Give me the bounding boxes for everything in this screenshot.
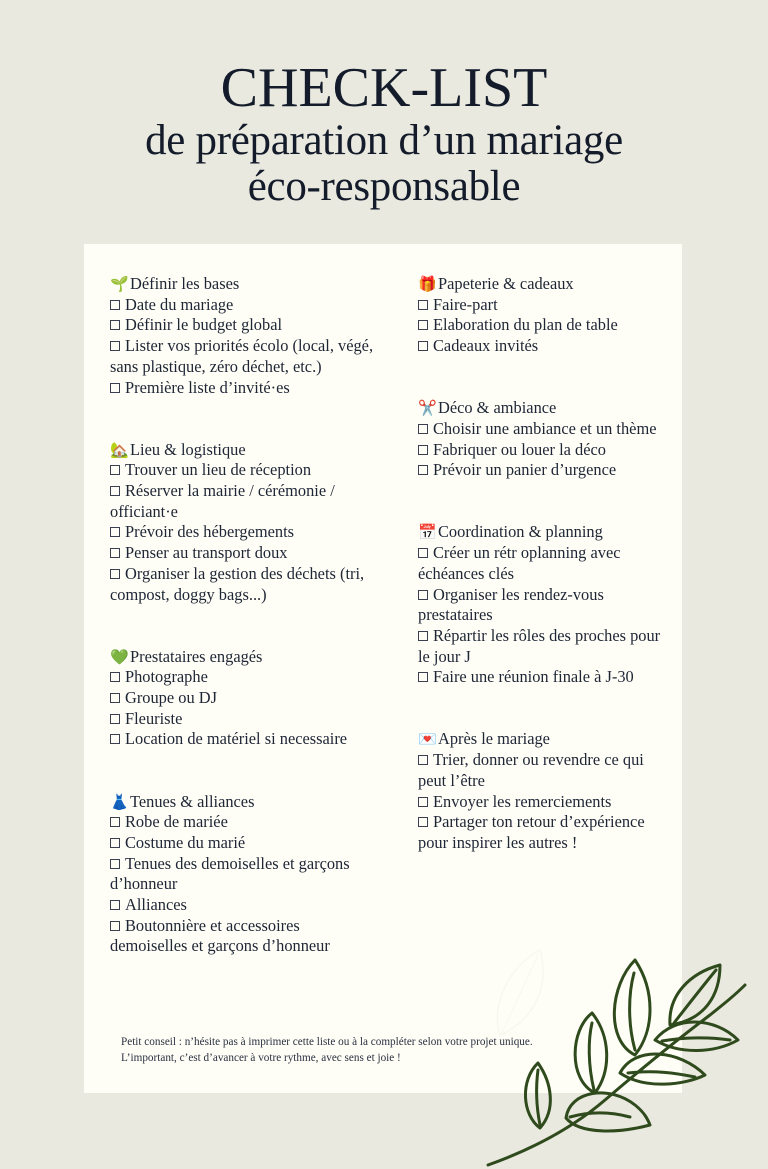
checklist-item[interactable]: Prévoir un panier d’urgence (418, 460, 668, 481)
checkbox[interactable] (110, 859, 120, 869)
section-lieu-logistique (110, 440, 380, 606)
page-subtitle-line2: éco-responsable (247, 163, 521, 210)
checkbox[interactable] (110, 672, 120, 682)
checklist-item[interactable]: Costume du marié (110, 833, 380, 854)
checkbox[interactable] (418, 341, 428, 351)
checklist-item[interactable]: Créer un rétr oplanning avec échéances clés (418, 543, 621, 583)
checkbox[interactable] (418, 548, 428, 558)
house-garden-icon: 🏡 (110, 440, 129, 459)
checkbox[interactable] (418, 445, 428, 455)
checklist-item[interactable]: Alliances (110, 895, 380, 916)
seedling-icon: 🌱 (110, 275, 129, 293)
checklist-column-right (418, 274, 668, 895)
section-heading: 🎁Papeterie & cadeaux (418, 274, 574, 293)
section-deco-ambiance (418, 398, 668, 481)
section-prestataires-engages (110, 647, 380, 751)
checkbox[interactable] (418, 672, 428, 682)
section-heading: 🏡Lieu & logistique (110, 439, 246, 459)
checklist-item[interactable]: Organiser la gestion des déchets (tri, compost, doggy bags...) (110, 563, 365, 604)
checkbox[interactable] (110, 838, 120, 848)
gift-icon: 🎁 (418, 275, 437, 293)
checklist-item[interactable]: Réserver la mairie / cérémonie / officiant·e (110, 481, 335, 521)
checkbox[interactable] (110, 383, 120, 393)
checkbox[interactable] (110, 527, 120, 537)
checkbox[interactable] (418, 817, 428, 827)
checkbox[interactable] (110, 341, 120, 351)
checklist-item[interactable]: Faire une réunion finale à J-30 (418, 667, 668, 688)
section-definir-les-bases (110, 274, 380, 398)
checkbox[interactable] (110, 693, 120, 703)
checkbox[interactable] (418, 424, 428, 434)
checkbox[interactable] (418, 320, 428, 330)
checkbox[interactable] (110, 921, 120, 931)
section-heading: 💌Après le mariage (418, 729, 550, 749)
checklist-item[interactable]: Fleuriste (110, 709, 380, 730)
calendar-icon: 📅 (418, 523, 437, 542)
section-heading: 📅Coordination & planning (418, 522, 603, 542)
green-heart-icon: 💚 (110, 647, 129, 666)
checkbox[interactable] (418, 590, 428, 600)
section-heading: 🌱Définir les bases (110, 274, 240, 293)
scissors-icon: ✂️ (418, 399, 437, 418)
dress-icon: 👗 (110, 792, 129, 811)
checklist-item[interactable]: Fabriquer ou louer la déco (418, 440, 668, 461)
checkbox[interactable] (418, 631, 428, 641)
checklist-item[interactable]: Faire-part (418, 295, 668, 316)
checklist-item[interactable]: Groupe ou DJ (110, 688, 380, 709)
checkbox[interactable] (418, 300, 428, 310)
section-tenues-alliances (110, 792, 380, 958)
checklist-item[interactable]: Penser au transport doux (110, 543, 380, 564)
section-apres-le-mariage (418, 729, 668, 853)
checkbox[interactable] (110, 300, 120, 310)
section-heading: 💚Prestataires engagés (110, 646, 263, 666)
checkbox[interactable] (110, 569, 120, 579)
checkbox[interactable] (110, 548, 120, 558)
checklist-item[interactable]: Date du mariage (110, 295, 380, 316)
checkbox[interactable] (110, 714, 120, 724)
checkbox[interactable] (110, 465, 120, 475)
section-papeterie-cadeaux (418, 274, 668, 357)
checklist-item[interactable]: Envoyer les remerciements (418, 792, 668, 813)
checklist-item[interactable]: Répartir les rôles des proches pour le jour J (418, 625, 661, 666)
checklist-item[interactable]: Prévoir des hébergements (110, 522, 380, 543)
checklist-item[interactable]: Trouver un lieu de réception (110, 460, 380, 481)
tip-text: Petit conseil : n’hésite pas à imprimer cette liste ou à la compléter selon votre projet unique. L’important, c’est d’avancer à votre rythme, avec sens et joie ! (121, 1036, 533, 1064)
checklist-item[interactable]: Elaboration du plan de table (418, 315, 668, 336)
checklist-item[interactable]: Première liste d’invité·es (110, 378, 380, 399)
checklist-item[interactable]: Photographe (110, 667, 380, 688)
checklist-item[interactable]: Boutonnière et accessoires demoiselles et garçons d’honneur (110, 915, 330, 956)
checklist-item[interactable]: Location de matériel si necessaire (110, 729, 380, 750)
checkbox[interactable] (110, 817, 120, 827)
section-heading: 👗Tenues & alliances (110, 791, 255, 811)
page-header (0, 58, 768, 210)
checkbox[interactable] (110, 486, 120, 496)
checklist-item[interactable]: Lister vos priorités écolo (local, végé, sans plastique, zéro déchet, etc.) (110, 336, 374, 376)
checkbox[interactable] (110, 320, 120, 330)
checklist-item[interactable]: Robe de mariée (110, 812, 380, 833)
page-subtitle-line1: de préparation d’un mariage (145, 117, 623, 164)
page-title: CHECK-LIST (220, 57, 548, 119)
section-coordination-planning (418, 522, 668, 688)
checkbox[interactable] (110, 734, 120, 744)
checklist-item[interactable]: Trier, donner ou revendre ce qui peut l’être (418, 750, 644, 790)
leaf-branch-icon (470, 945, 768, 1169)
checkbox[interactable] (418, 465, 428, 475)
checklist-item[interactable]: Partager ton retour d’expérience pour inspirer les autres ! (418, 812, 645, 852)
section-heading: ✂️Déco & ambiance (418, 398, 557, 418)
checklist-item[interactable]: Tenues des demoiselles et garçons d’honneur (110, 853, 350, 894)
checkbox[interactable] (110, 900, 120, 910)
checklist-item[interactable]: Définir le budget global (110, 315, 380, 336)
love-letter-icon: 💌 (418, 730, 437, 749)
checklist-item[interactable]: Cadeaux invités (418, 336, 668, 357)
checkbox[interactable] (418, 797, 428, 807)
checkbox[interactable] (418, 755, 428, 765)
checklist-item[interactable]: Choisir une ambiance et un thème (418, 419, 668, 440)
checklist-item[interactable]: Organiser les rendez-vous prestataires (418, 584, 604, 625)
checklist-column-left (110, 274, 380, 999)
